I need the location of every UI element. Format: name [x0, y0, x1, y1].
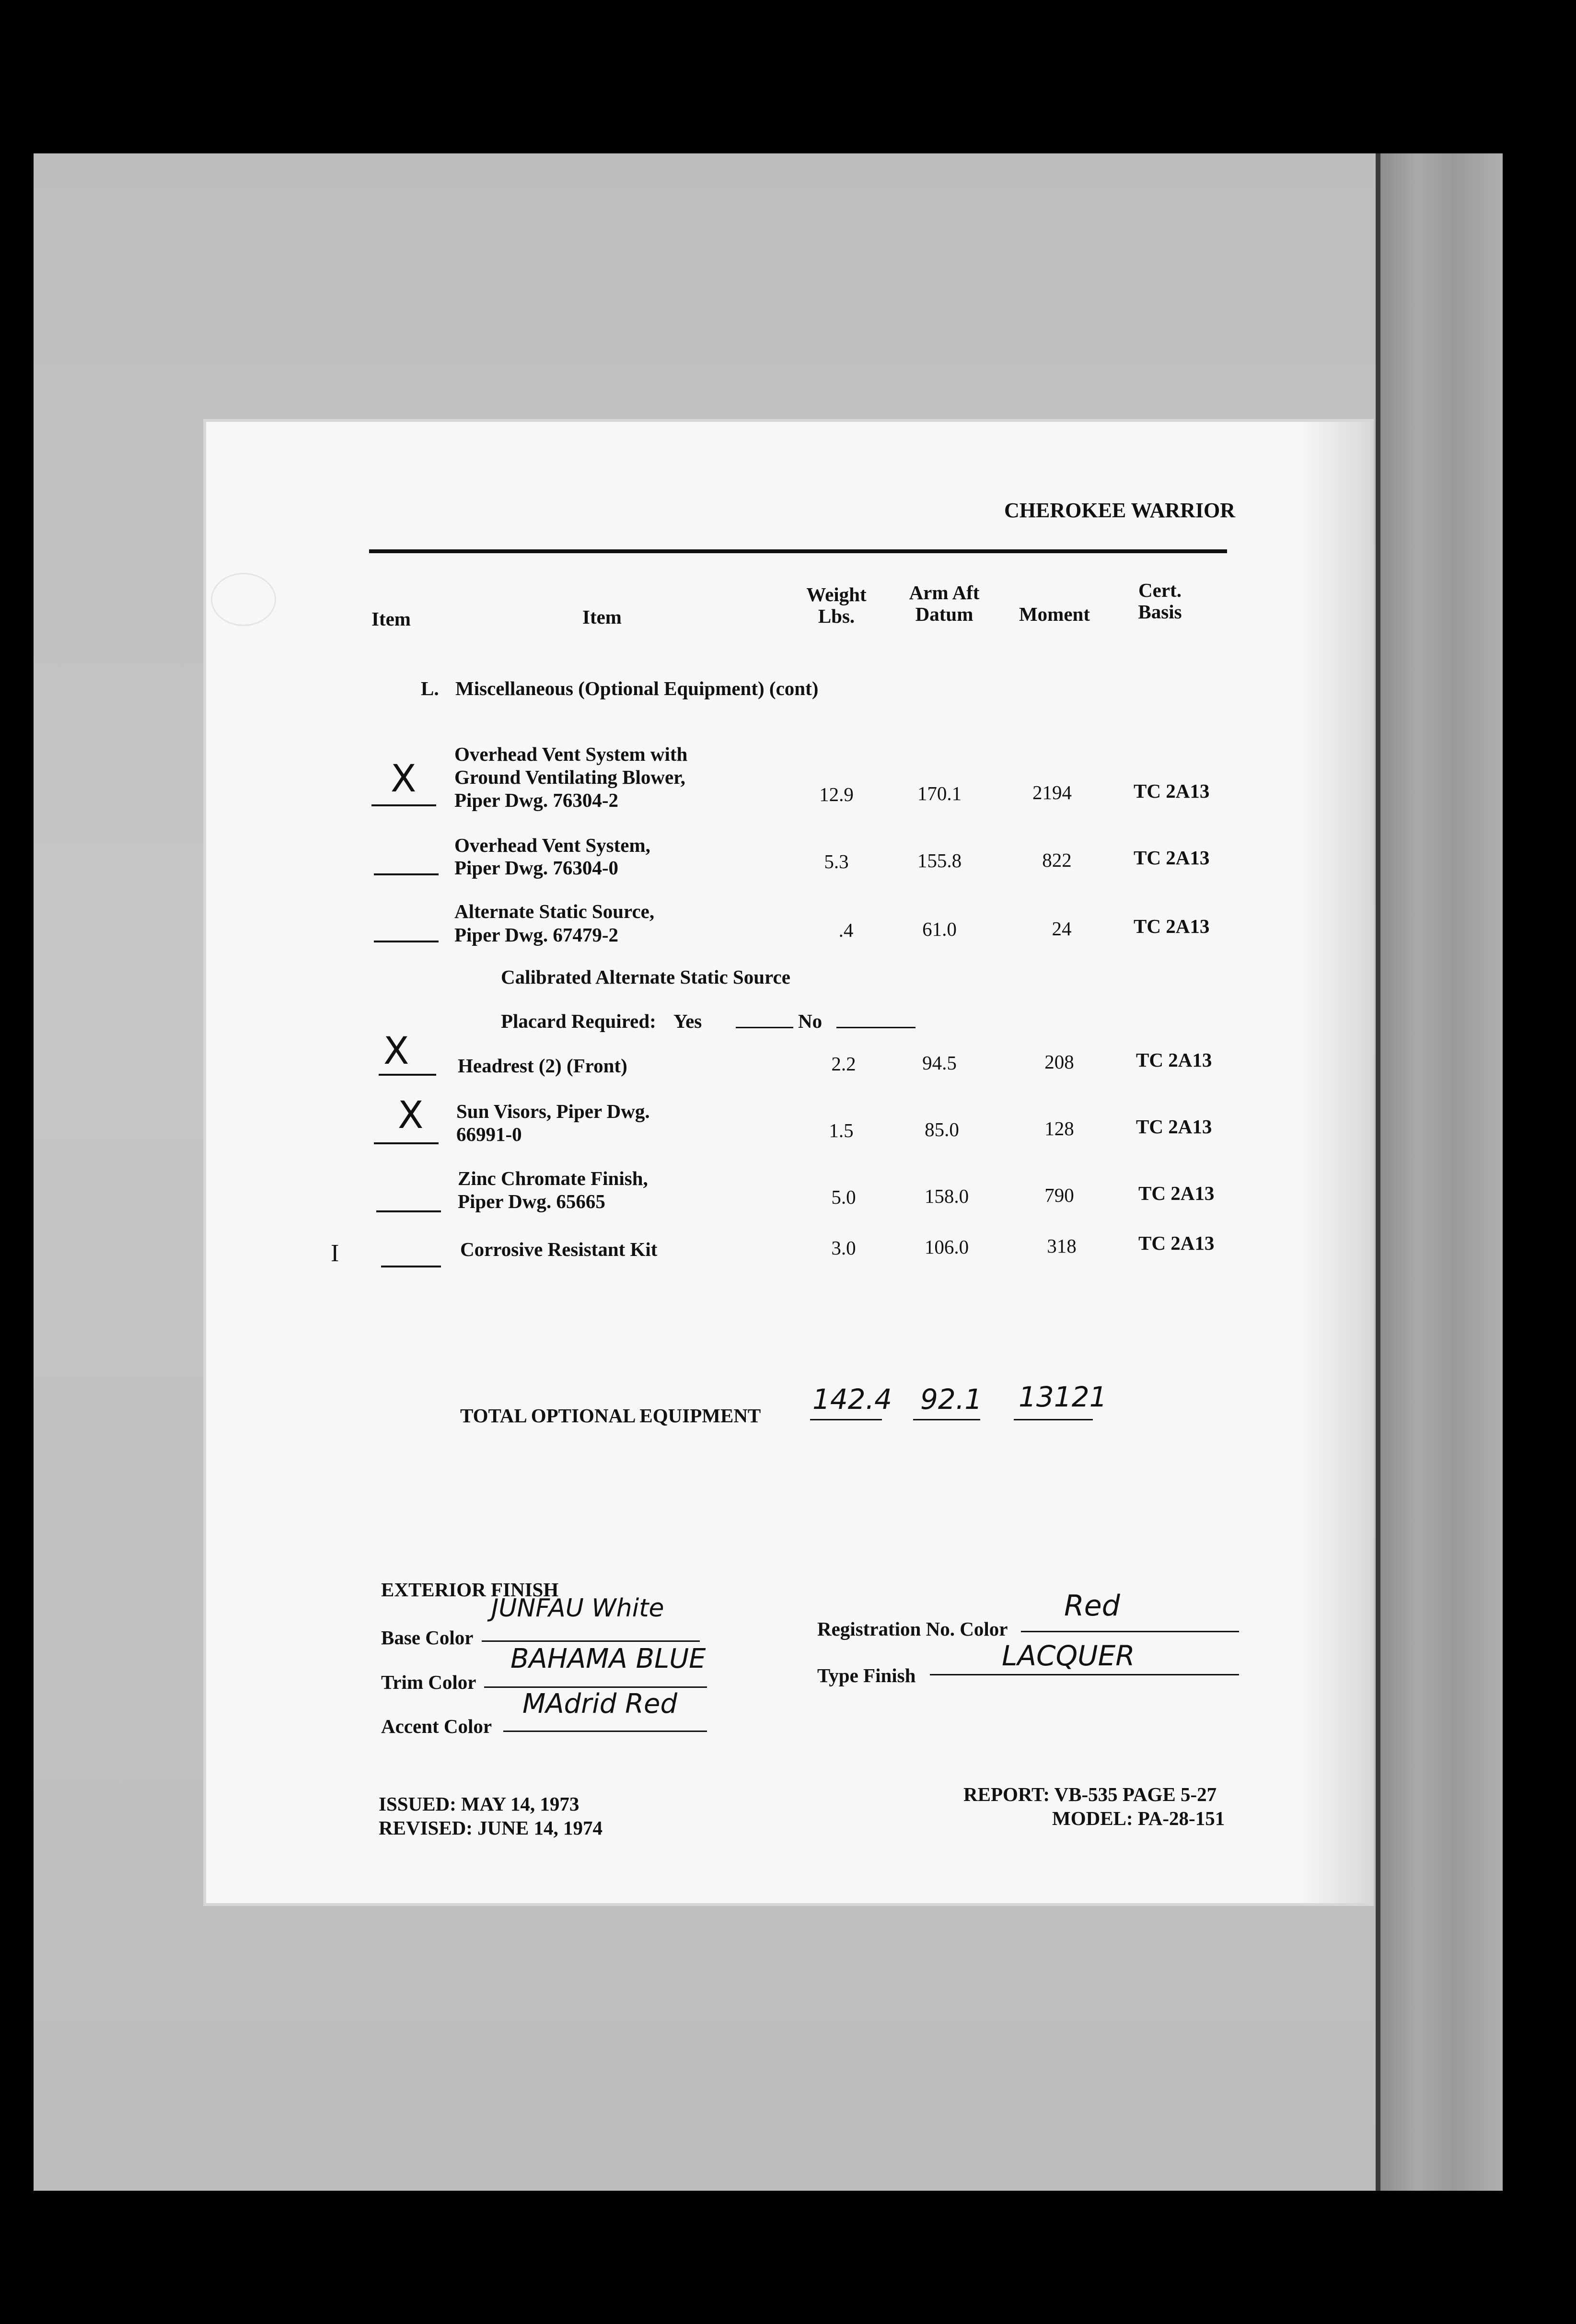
check-blank[interactable] — [379, 1074, 436, 1076]
trim-color-line[interactable] — [484, 1686, 707, 1688]
header-rule — [369, 549, 1227, 553]
revised-date: REVISED: JUNE 14, 1974 — [379, 1817, 603, 1839]
trim-color-label: Trim Color — [381, 1671, 476, 1693]
row-weight: 12.9 — [819, 783, 854, 805]
total-moment: 13121 — [1019, 1381, 1107, 1413]
row-moment: 208 — [1044, 1051, 1074, 1073]
row-item-line: Overhead Vent System, — [454, 834, 650, 856]
check-blank[interactable] — [371, 804, 436, 806]
base-color-value: JUNFAU White — [491, 1594, 664, 1623]
row-moment: 790 — [1044, 1184, 1074, 1206]
placard-no-blank[interactable] — [836, 1027, 915, 1028]
row-cert: TC 2A13 — [1134, 847, 1210, 869]
row-item-line: Headrest (2) (Front) — [458, 1055, 627, 1077]
check-blank[interactable] — [381, 1266, 441, 1267]
row-arm: 61.0 — [922, 918, 957, 940]
trim-color-value: BAHAMA BLUE — [510, 1643, 706, 1674]
section-letter: L. — [421, 677, 439, 699]
total-arm-underline — [913, 1419, 980, 1420]
scan-edge-strip — [1380, 153, 1503, 2191]
row-arm: 155.8 — [917, 849, 962, 872]
row-weight: .4 — [838, 919, 854, 941]
total-label: TOTAL OPTIONAL EQUIPMENT — [460, 1405, 761, 1427]
row-moment: 24 — [1052, 918, 1072, 940]
revision-mark: I — [331, 1240, 339, 1267]
total-weight: 142.4 — [812, 1383, 892, 1416]
col-weight-1: Weight — [806, 583, 867, 605]
row-item-line: Zinc Chromate Finish, — [458, 1167, 648, 1189]
placard-yes-blank[interactable] — [736, 1027, 793, 1028]
row-cert: TC 2A13 — [1134, 780, 1210, 802]
row-item-line: Piper Dwg. 76304-2 — [454, 789, 619, 811]
total-weight-underline — [810, 1419, 882, 1420]
row-item-line: Alternate Static Source, — [454, 900, 655, 922]
col-arm-2: Datum — [915, 603, 973, 625]
placard-yes: Yes — [673, 1010, 702, 1032]
row-cert: TC 2A13 — [1138, 1182, 1215, 1204]
row-item-line: Overhead Vent System with — [454, 743, 688, 765]
col-moment: Moment — [1019, 603, 1090, 625]
row-item-line: Piper Dwg. 65665 — [458, 1190, 605, 1212]
row-weight: 2.2 — [831, 1053, 856, 1075]
col-item: Item — [582, 606, 622, 628]
page-title: CHEROKEE WARRIOR — [1004, 499, 1236, 522]
registration-color-label: Registration No. Color — [817, 1618, 1008, 1640]
issued-date: ISSUED: MAY 14, 1973 — [379, 1793, 579, 1815]
base-color-line[interactable] — [482, 1640, 700, 1642]
row-arm: 158.0 — [924, 1185, 969, 1207]
check-blank[interactable] — [374, 941, 439, 942]
exterior-heading: EXTERIOR FINISH — [381, 1579, 559, 1601]
row-weight: 1.5 — [829, 1119, 854, 1141]
row-cert: TC 2A13 — [1134, 915, 1210, 937]
check-blank[interactable] — [374, 1142, 439, 1144]
row-item-line: Corrosive Resistant Kit — [460, 1238, 658, 1260]
row-arm: 106.0 — [924, 1236, 969, 1258]
row-moment: 318 — [1047, 1235, 1077, 1257]
accent-color-line[interactable] — [503, 1731, 707, 1732]
type-finish-label: Type Finish — [817, 1664, 916, 1686]
punch-hole — [211, 573, 276, 626]
total-arm: 92.1 — [920, 1383, 983, 1416]
row-arm: 85.0 — [925, 1118, 959, 1140]
row-moment: 822 — [1042, 849, 1072, 871]
check-mark: X — [391, 757, 417, 801]
row-moment: 2194 — [1032, 781, 1072, 803]
col-item-no: Item — [371, 608, 411, 630]
registration-color-line[interactable] — [1021, 1631, 1239, 1632]
type-finish-value: LACQUER — [1002, 1639, 1135, 1672]
check-mark: X — [398, 1094, 424, 1137]
row-moment: 128 — [1044, 1117, 1074, 1139]
row-weight: 5.0 — [831, 1186, 856, 1208]
row-item-line: 66991-0 — [456, 1123, 522, 1145]
check-blank[interactable] — [374, 873, 439, 875]
row-cert: TC 2A13 — [1136, 1116, 1212, 1138]
col-arm-1: Arm Aft — [909, 581, 980, 604]
col-cert-2: Basis — [1138, 601, 1182, 623]
page-shadow — [1299, 422, 1371, 1903]
model-number: MODEL: PA-28-151 — [1052, 1807, 1225, 1829]
placard-label: Placard Required: — [501, 1010, 656, 1032]
row-weight: 3.0 — [831, 1237, 856, 1259]
row-cert: TC 2A13 — [1138, 1232, 1215, 1254]
row-arm: 94.5 — [922, 1052, 957, 1074]
col-cert-1: Cert. — [1138, 579, 1182, 601]
check-mark: X — [383, 1030, 409, 1073]
check-blank[interactable] — [376, 1210, 441, 1212]
accent-color-label: Accent Color — [381, 1715, 492, 1737]
row-item-line: Sun Visors, Piper Dwg. — [456, 1100, 650, 1122]
total-moment-underline — [1014, 1419, 1093, 1420]
base-color-label: Base Color — [381, 1627, 474, 1649]
placard-line1: Calibrated Alternate Static Source — [501, 966, 790, 988]
col-weight-2: Lbs. — [818, 605, 855, 627]
accent-color-value: MAdrid Red — [522, 1688, 678, 1720]
report-number: REPORT: VB-535 PAGE 5-27 — [963, 1783, 1217, 1805]
section-title: Miscellaneous (Optional Equipment) (cont) — [455, 677, 819, 699]
row-item-line: Ground Ventilating Blower, — [454, 766, 685, 788]
row-weight: 5.3 — [824, 850, 849, 872]
row-cert: TC 2A13 — [1136, 1049, 1212, 1071]
row-arm: 170.1 — [917, 782, 962, 804]
row-item-line: Piper Dwg. 67479-2 — [454, 924, 619, 946]
type-finish-line[interactable] — [930, 1674, 1239, 1675]
registration-color-value: Red — [1064, 1589, 1120, 1623]
placard-no: No — [798, 1010, 823, 1032]
row-item-line: Piper Dwg. 76304-0 — [454, 857, 619, 879]
